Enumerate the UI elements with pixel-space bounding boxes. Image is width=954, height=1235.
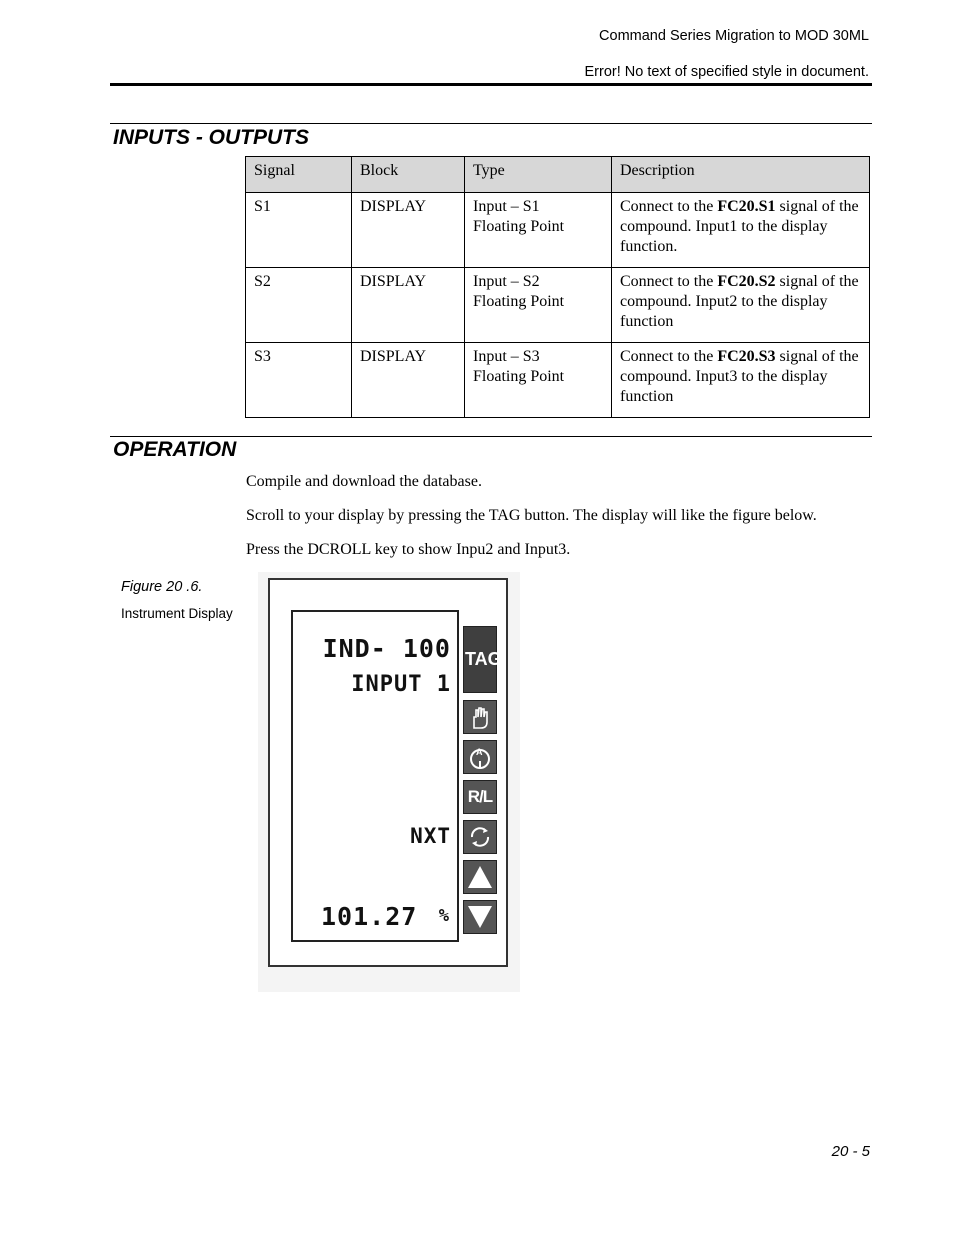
desc-text: Connect to the: [620, 273, 718, 290]
cell-description: [612, 268, 870, 343]
type-line: Input – S3: [473, 348, 540, 365]
table-header-row: [246, 157, 870, 193]
rl-key[interactable]: R/L: [463, 780, 497, 814]
type-line: Input – S1: [473, 198, 540, 215]
cell-type: [465, 193, 612, 268]
lcd-value: 101.27: [321, 902, 418, 931]
col-header-type: Type: [465, 157, 612, 193]
down-arrow-icon[interactable]: [463, 900, 497, 934]
operation-step-1: Compile and download the database.: [246, 473, 482, 490]
operation-step-2: Scroll to your display by pressing the TAG button. The display will like the figure below.: [246, 507, 817, 524]
desc-signal-ref: FC20.S3: [717, 348, 776, 365]
cell-block: DISPLAY: [352, 268, 465, 343]
lcd-tag: IND- 100: [322, 634, 451, 663]
lcd-next: NXT: [410, 824, 451, 848]
scroll-icon[interactable]: [463, 820, 497, 854]
desc-signal-ref: FC20.S1: [717, 198, 776, 215]
cell-type: [465, 343, 612, 418]
cell-description: [612, 193, 870, 268]
cell-signal: S3: [246, 343, 352, 418]
type-format: Floating Point: [473, 293, 565, 310]
lcd-input-label: INPUT 1: [351, 672, 451, 697]
type-format: Floating Point: [473, 368, 565, 385]
document-header-title: Command Series Migration to MOD 30ML: [599, 28, 869, 44]
desc-text: Connect to the: [620, 198, 718, 215]
type-format: Floating Point: [473, 218, 565, 235]
figure-caption: Figure 20 .6.: [121, 579, 203, 595]
hand-icon[interactable]: [463, 700, 497, 734]
col-header-description: Description: [612, 157, 870, 193]
document-header-subtitle: Error! No text of specified style in document.: [584, 64, 869, 80]
up-arrow-icon[interactable]: [463, 860, 497, 894]
section-rule-operation: [110, 436, 872, 437]
instrument-keypad: [463, 626, 502, 938]
auto-manual-icon[interactable]: [463, 740, 497, 774]
page-number: 20 - 5: [831, 1143, 870, 1160]
cell-description: [612, 343, 870, 418]
cell-type: [465, 268, 612, 343]
col-header-signal: Signal: [246, 157, 352, 193]
cell-block: DISPLAY: [352, 193, 465, 268]
desc-text: signal of the compound. Input1 to the display function.: [620, 198, 859, 255]
cell-signal: S2: [246, 268, 352, 343]
instrument-lcd-screen: [291, 610, 459, 942]
section-title-operation: OPERATION: [113, 438, 237, 461]
desc-text: signal of the compound. Input3 to the display function: [620, 348, 859, 405]
cell-signal: S1: [246, 193, 352, 268]
section-title-io: INPUTS - OUTPUTS: [113, 126, 310, 149]
desc-text: Connect to the: [620, 348, 718, 365]
type-line: Input – S2: [473, 273, 540, 290]
table-row: [246, 193, 870, 268]
svg-text:A: A: [476, 747, 483, 757]
table-row: [246, 343, 870, 418]
operation-step-3: Press the DCROLL key to show Inpu2 and Input3.: [246, 541, 571, 558]
lcd-unit: %: [438, 906, 449, 926]
desc-signal-ref: FC20.S2: [717, 273, 776, 290]
header-rule: [110, 83, 872, 86]
desc-text: signal of the compound. Input2 to the display function: [620, 273, 859, 330]
section-rule-io: [110, 123, 872, 124]
tag-key[interactable]: TAG: [463, 626, 497, 693]
figure-label: Instrument Display: [121, 606, 233, 621]
cell-block: DISPLAY: [352, 343, 465, 418]
col-header-block: Block: [352, 157, 465, 193]
table-row: [246, 268, 870, 343]
io-table: [245, 156, 870, 418]
